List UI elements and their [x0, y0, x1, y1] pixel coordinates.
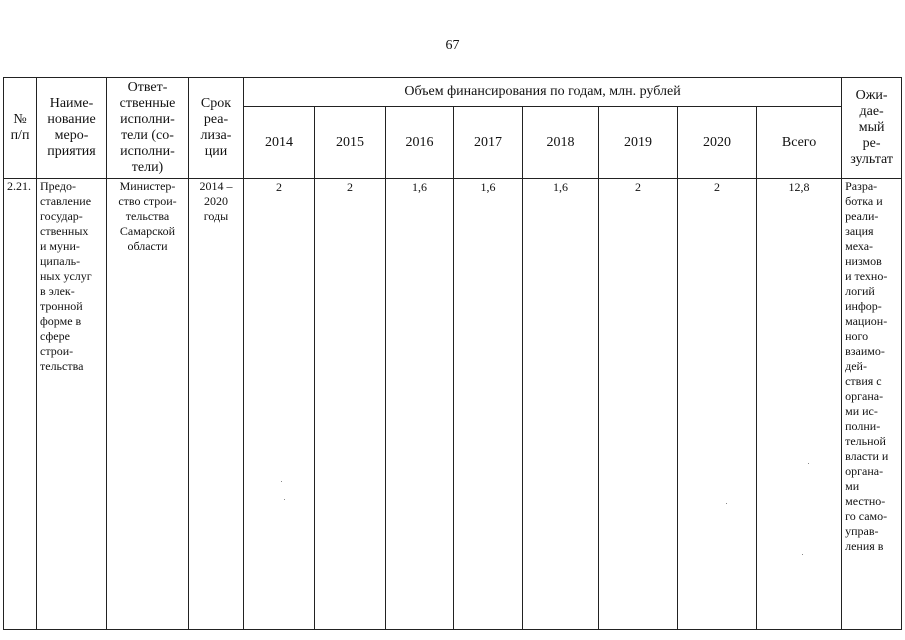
row-executors: Министер- ство строи- тельства Самарской области: [107, 179, 189, 630]
row-total: 12,8: [757, 179, 842, 630]
row-value-2018: 1,6: [523, 179, 599, 630]
row-value-2020: 2: [678, 179, 757, 630]
header-year: 2019: [599, 107, 678, 179]
header-year: 2015: [315, 107, 386, 179]
header-year: 2017: [454, 107, 523, 179]
funding-table: [3, 77, 902, 630]
row-value-2014: 2: [244, 179, 315, 630]
header-name: Наиме- нование меро- приятия: [37, 78, 107, 179]
row-number: 2.21.: [4, 179, 37, 630]
row-value-2017: 1,6: [454, 179, 523, 630]
header-year: 2020: [678, 107, 757, 179]
row-value-2016: 1,6: [386, 179, 454, 630]
header-year: 2014: [244, 107, 315, 179]
page-number: 67: [445, 38, 460, 53]
scan-speck: [808, 463, 809, 464]
row-term: 2014 – 2020 годы: [189, 179, 244, 630]
header-result: Ожи- дае- мый ре- зультат: [842, 78, 902, 179]
header-executors: Ответ- ственные исполни- тели (со- исполни- тели): [107, 78, 189, 179]
row-name: Предо- ставление государ- ственных и муни- ципаль- ных услуг в элек- тронной форме в сфере строи- тельства: [37, 179, 107, 630]
header-total: Всего: [757, 107, 842, 179]
table-row: [4, 179, 902, 630]
row-result: Разра- ботка и реали- зация меха- низмов и техно- логий инфор- мацион- ного взаимо- дей- ствия с органа- ми ис- полни- тельной власти и органа- ми местно- го само- управ- ления в: [842, 179, 902, 630]
header-term: Срок реа- лиза- ции: [189, 78, 244, 179]
scan-speck: [281, 481, 282, 482]
scan-speck: [802, 554, 803, 555]
header-year: 2016: [386, 107, 454, 179]
header-number: № п/п: [4, 78, 37, 179]
row-value-2019: 2: [599, 179, 678, 630]
scan-speck: [726, 503, 727, 504]
scan-speck: [284, 499, 285, 500]
header-year: 2018: [523, 107, 599, 179]
row-value-2015: 2: [315, 179, 386, 630]
header-funding-group: Объем финансирования по годам, млн. рублей: [244, 78, 842, 107]
